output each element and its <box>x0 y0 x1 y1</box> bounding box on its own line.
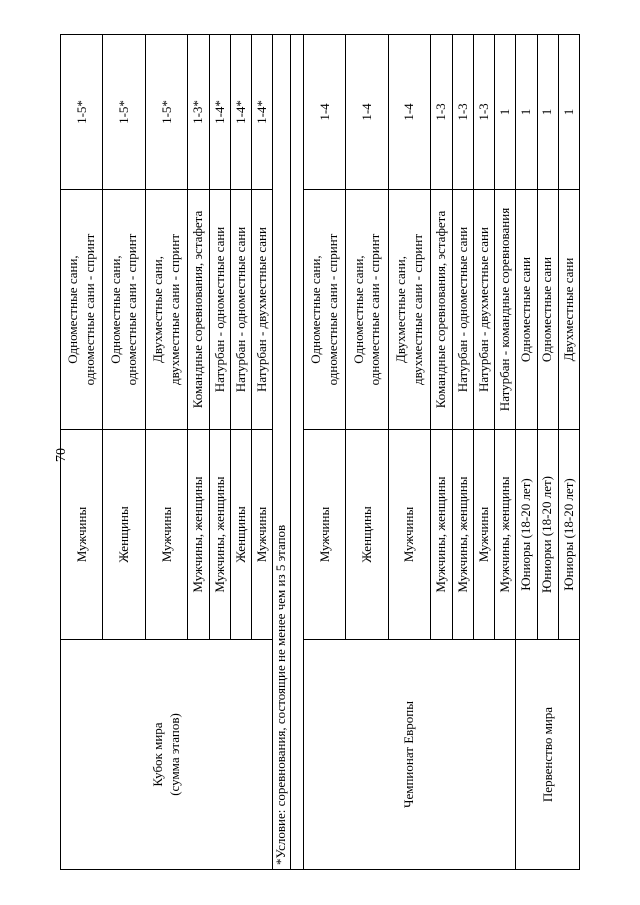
discipline-cell: Натурбан - двухместные сани <box>252 190 273 430</box>
group-cell: Женщины <box>230 430 251 640</box>
discipline-cell: Натурбан - одноместные сани <box>209 190 230 430</box>
discipline-line: одноместные сани - спринт <box>81 233 97 386</box>
discipline-line: двухместные сани - спринт <box>166 233 182 386</box>
discipline-cell: Натурбан - одноместные сани <box>230 190 251 430</box>
discipline-cell: Натурбан - одноместные сани <box>452 190 473 430</box>
group-cell: Мужчины, женщины <box>495 430 516 640</box>
places-cell: 1 <box>537 35 558 190</box>
group-cell: Юниоры (18-20 лет) <box>516 430 537 640</box>
table-row <box>516 35 537 870</box>
group-cell: Мужчины, женщины <box>452 430 473 640</box>
group-cell: Мужчины <box>252 430 273 640</box>
competition-cell-world-championship: Первенство мира <box>516 640 580 870</box>
rotated-table-container <box>60 35 580 870</box>
section-gap <box>290 35 303 870</box>
discipline-cell: Командные соревнования, эстафета <box>431 190 452 430</box>
note-row <box>273 35 290 870</box>
discipline-cell: Двухместные сани <box>558 190 579 430</box>
places-cell: 1-5* <box>61 35 103 190</box>
group-cell: Мужчины <box>473 430 494 640</box>
places-cell: 1-3 <box>452 35 473 190</box>
discipline-line: одноместные сани - спринт <box>367 233 383 386</box>
discipline-line: одноместные сани - спринт <box>124 233 140 386</box>
discipline-line: Одноместные сани, <box>65 255 81 364</box>
discipline-cell <box>145 190 187 430</box>
page-number-text: 70 <box>54 448 69 462</box>
discipline-cell: Натурбан - двухместные сани <box>473 190 494 430</box>
discipline-line: Двухместные сани, <box>150 256 166 363</box>
discipline-cell: Натурбан - командные соревнования <box>495 190 516 430</box>
discipline-line: Одноместные сани, <box>308 255 324 364</box>
group-cell: Мужчины <box>61 430 103 640</box>
group-cell: Мужчины, женщины <box>188 430 209 640</box>
group-cell: Женщины <box>103 430 145 640</box>
group-cell: Мужчины <box>388 430 430 640</box>
group-cell: Юниоры (18-20 лет) <box>558 430 579 640</box>
places-cell: 1-5* <box>103 35 145 190</box>
group-cell: Женщины <box>346 430 388 640</box>
discipline-line: Двухместные сани, <box>393 256 409 363</box>
requirements-table <box>60 34 580 870</box>
competition-subtitle: (сумма этапов) <box>166 713 182 796</box>
places-cell: 1-4 <box>388 35 430 190</box>
discipline-cell <box>346 190 388 430</box>
discipline-line: Одноместные сани, <box>350 255 366 364</box>
spacer-row <box>290 35 303 870</box>
places-cell: 1-4* <box>209 35 230 190</box>
places-cell: 1 <box>558 35 579 190</box>
discipline-cell <box>388 190 430 430</box>
places-cell: 1 <box>495 35 516 190</box>
discipline-line: двухместные сани - спринт <box>409 233 425 386</box>
group-cell: Мужчины <box>145 430 187 640</box>
places-cell: 1-4* <box>252 35 273 190</box>
group-cell: Мужчины <box>303 430 345 640</box>
discipline-cell <box>61 190 103 430</box>
places-cell: 1 <box>516 35 537 190</box>
discipline-cell: Одноместные сани <box>537 190 558 430</box>
places-cell: 1-3 <box>473 35 494 190</box>
places-cell: 1-3* <box>188 35 209 190</box>
group-cell: Мужчины, женщины <box>209 430 230 640</box>
footnote: *Условие: соревнования, состоящие не менее чем из 5 этапов <box>273 35 290 870</box>
places-cell: 1-5* <box>145 35 187 190</box>
competition-cell-world-cup <box>61 640 273 870</box>
discipline-cell <box>303 190 345 430</box>
places-cell: 1-4 <box>303 35 345 190</box>
discipline-cell: Одноместные сани <box>516 190 537 430</box>
discipline-cell <box>103 190 145 430</box>
group-cell: Юниорки (18-20 лет) <box>537 430 558 640</box>
discipline-line: Одноместные сани, <box>107 255 123 364</box>
table-row <box>61 35 103 870</box>
discipline-line: одноместные сани - спринт <box>324 233 340 386</box>
competition-name: Кубок мира <box>150 722 166 787</box>
group-cell: Мужчины, женщины <box>431 430 452 640</box>
table-row <box>303 35 345 870</box>
discipline-cell: Командные соревнования, эстафета <box>188 190 209 430</box>
places-cell: 1-4 <box>346 35 388 190</box>
places-cell: 1-3 <box>431 35 452 190</box>
places-cell: 1-4* <box>230 35 251 190</box>
competition-cell-european-championship: Чемпионат Европы <box>303 640 515 870</box>
